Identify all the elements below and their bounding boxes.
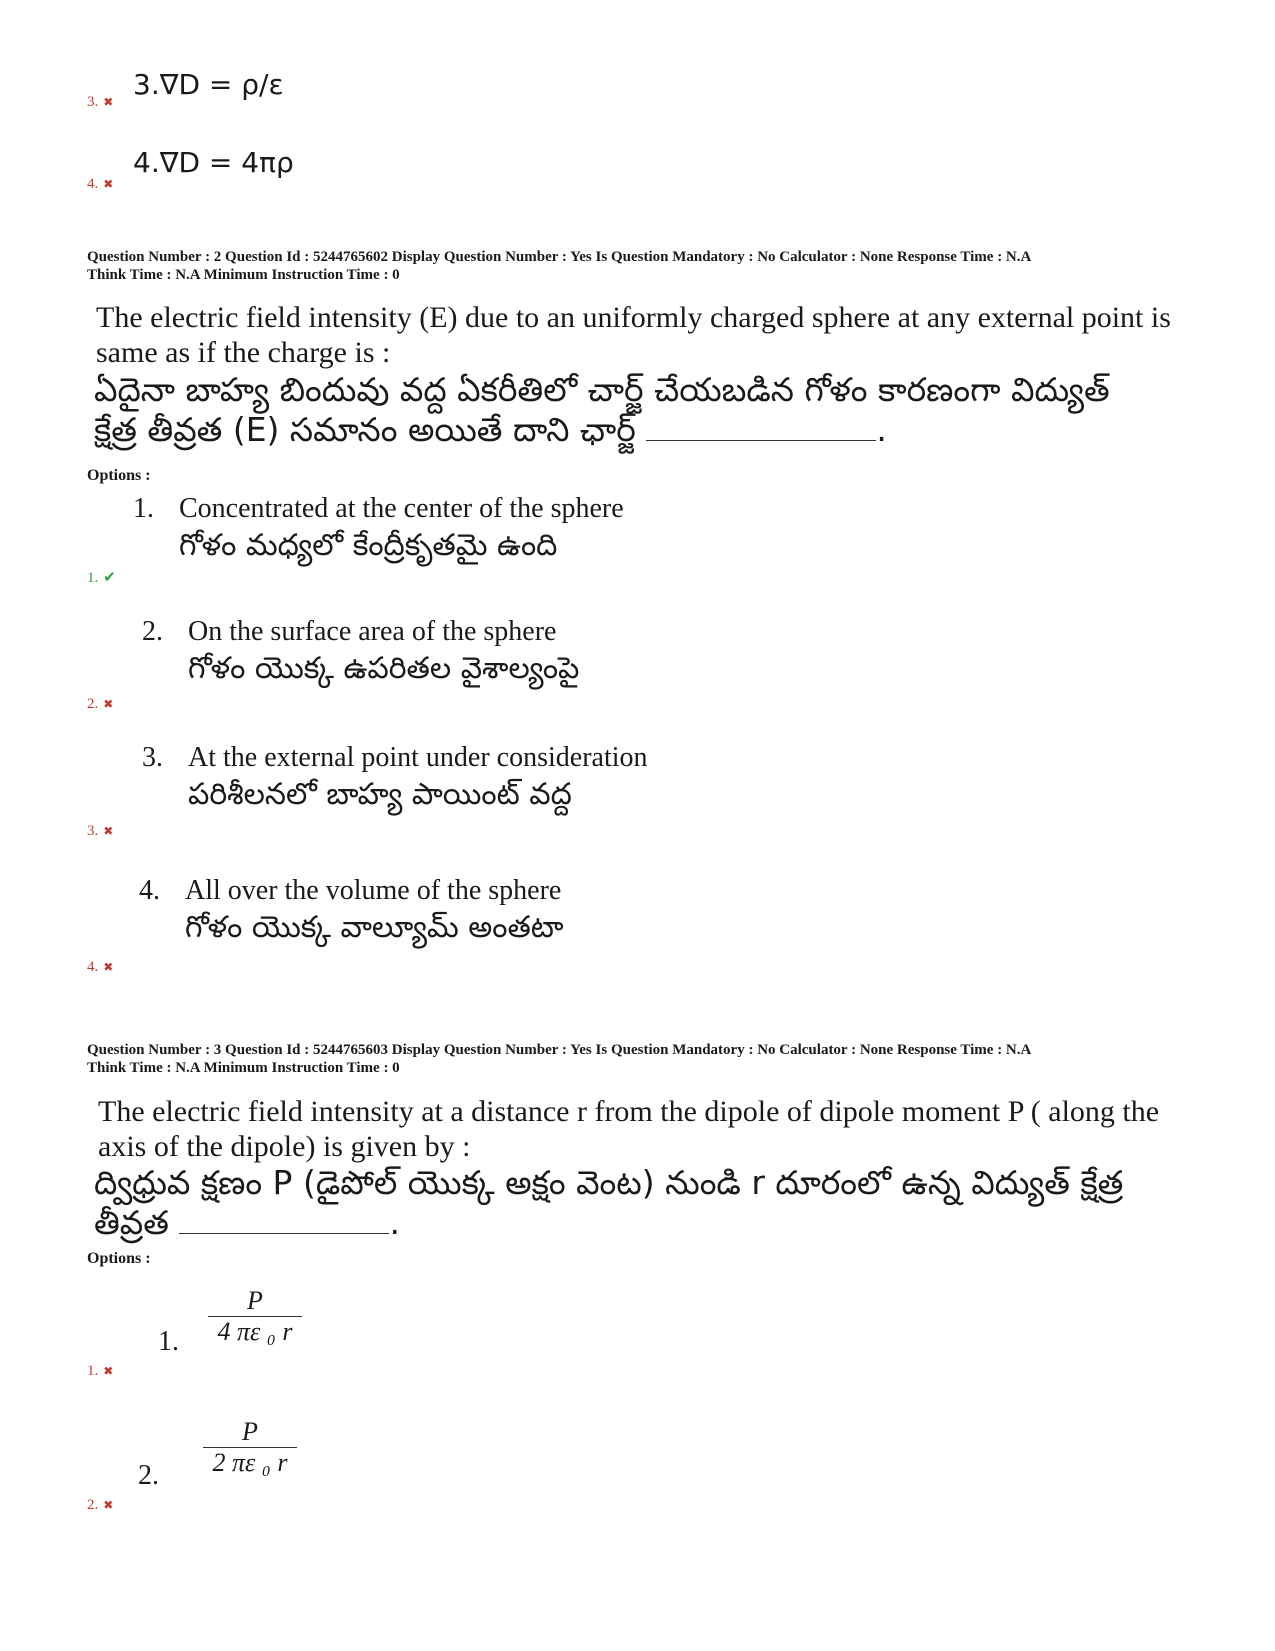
- q3-option-1-marker: 1. ✖: [87, 1363, 114, 1379]
- q3-option-2-number[interactable]: 2.: [138, 1460, 159, 1491]
- q2-option-1-marker: 1. ✔: [87, 570, 116, 586]
- q1-option-3-equation: 3.∇D = ρ/ε: [133, 68, 284, 101]
- cross-icon: ✖: [103, 177, 114, 191]
- q3-meta: Question Number : 3 Question Id : 5244765603 Display Question Number : Yes Is Question Mandatory : No Calculator : None Response Time : N.A Think Time : N.A Minimum Instruction Time : 0: [87, 1042, 1032, 1076]
- checkmark-icon: ✔: [103, 570, 116, 586]
- cross-icon: ✖: [103, 1364, 114, 1378]
- q3-question-text: The electric field intensity at a distance r from the dipole of dipole moment P ( along the axis of the dipole) is given by :: [98, 1095, 1160, 1163]
- q3-option-1-fraction: P 4 πε ₀ r: [208, 1286, 302, 1347]
- q3-question-text-telugu: ద్విధ్రువ క్షణం P (డైపోల్ యొక్క అక్షం వెంట) నుండి r దూరంలో ఉన్న విద్యుత్ క్షేత్ర తీవ్రత .: [94, 1163, 1124, 1242]
- q2-meta: Question Number : 2 Question Id : 5244765602 Display Question Number : Yes Is Question Mandatory : No Calculator : None Response Time : N.A Think Time : N.A Minimum Instruction Time : 0: [87, 249, 1032, 283]
- q2-question-text-telugu: ఏదైనా బాహ్య బిందువు వద్ద ఏకరీతిలో చార్జ్ చేయబడిన గోళం కారణంగా విద్యుత్ క్షేత్ర తీవ్రత (E) సమానం అయితే దాని ఛార్జ్ .: [94, 370, 1110, 449]
- q2-question-text: The electric field intensity (E) due to an uniformly charged sphere at any external point is same as if the charge is :: [96, 301, 1171, 369]
- cross-icon: ✖: [103, 960, 114, 974]
- q2-options-label: Options :: [87, 467, 151, 484]
- q2-option-3[interactable]: 3. At the external point under consideration పరిశీలనలో బాహ్య పాయింట్ వద్ద: [142, 742, 648, 812]
- q1-option-3-marker: 3. ✖: [87, 94, 114, 110]
- q2-option-2-marker: 2. ✖: [87, 696, 114, 712]
- cross-icon: ✖: [103, 824, 114, 838]
- q2-option-4-marker: 4. ✖: [87, 959, 114, 975]
- cross-icon: ✖: [103, 95, 114, 109]
- q3-option-2-fraction: P 2 πε ₀ r: [203, 1417, 297, 1478]
- answer-blank: [179, 1205, 389, 1234]
- q2-option-4[interactable]: 4. All over the volume of the sphere గోళం యొక్క వాల్యూమ్ అంతటా: [139, 875, 564, 945]
- q2-option-3-marker: 3. ✖: [87, 823, 114, 839]
- q2-option-1[interactable]: 1. Concentrated at the center of the sphere గోళం మధ్యలో కేంద్రీకృతమై ఉంది: [133, 493, 624, 563]
- cross-icon: ✖: [103, 697, 114, 711]
- q3-option-1-number[interactable]: 1.: [158, 1326, 179, 1357]
- q2-option-2[interactable]: 2. On the surface area of the sphere గోళం యొక్క ఉపరితల వైశాల్యంపై: [142, 616, 580, 686]
- q3-options-label: Options :: [87, 1250, 151, 1267]
- q1-option-4-marker: 4. ✖: [87, 176, 114, 192]
- cross-icon: ✖: [103, 1498, 114, 1512]
- answer-blank: [646, 412, 876, 441]
- q3-option-2-marker: 2. ✖: [87, 1497, 114, 1513]
- q1-option-4-equation: 4.∇D = 4πρ: [133, 146, 294, 179]
